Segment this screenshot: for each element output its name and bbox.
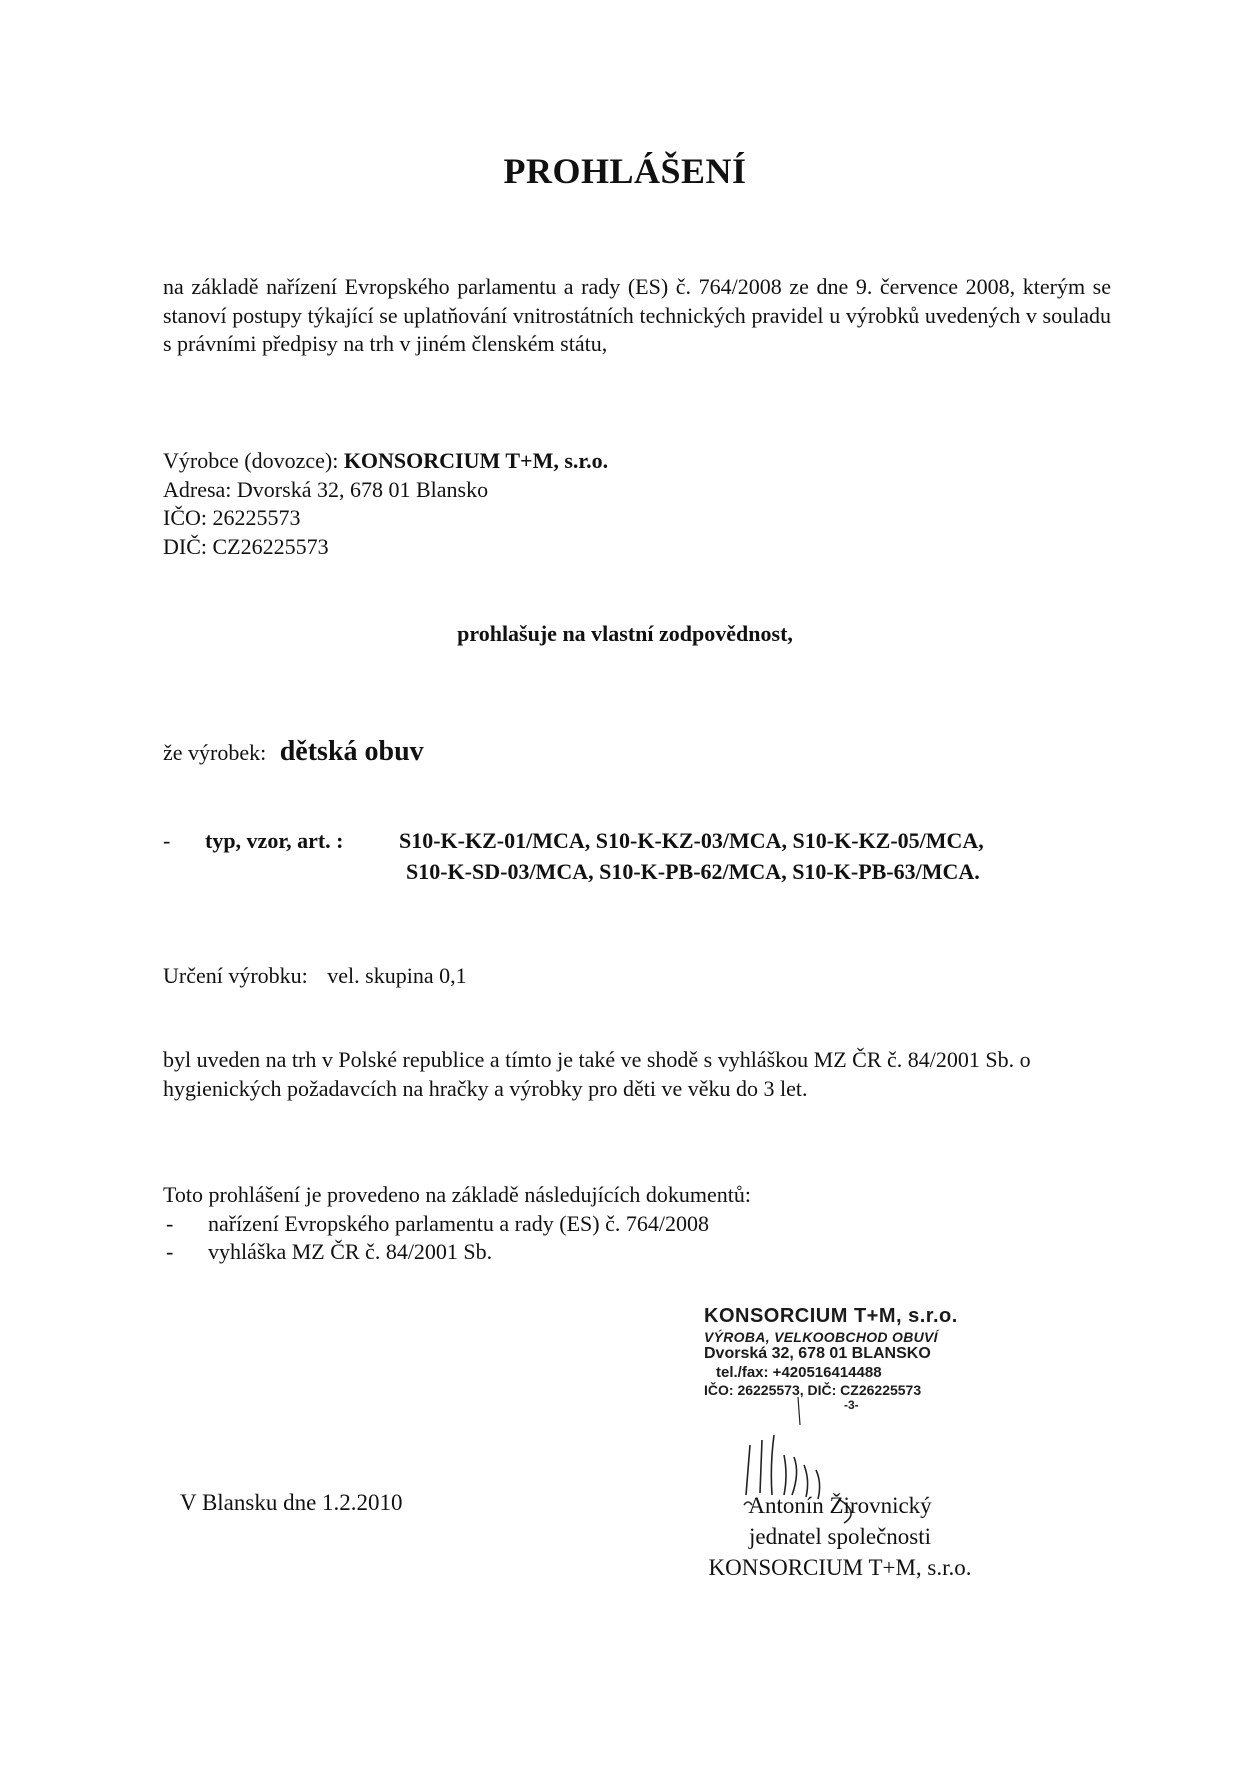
product-label: že výrobek: bbox=[163, 740, 267, 765]
signatory-name: Antonín Žirovnický bbox=[748, 1493, 932, 1518]
manufacturer-address: Adresa: Dvorská 32, 678 01 Blansko bbox=[163, 476, 489, 502]
market-text: byl uveden na trh v Polské republice a tímto je také ve shodě s vyhláškou MZ ČR č. 84/2001 Sb. o hygienických požadavcích na hračky a výrobky pro děti ve věku do 3 let. bbox=[163, 1047, 1031, 1101]
list-item-text: nařízení Evropského parlamentu a rady (ES) č. 764/2008 bbox=[208, 1210, 709, 1236]
types-dash: - bbox=[163, 828, 171, 853]
manufacturer-label: Výrobce (dovozce): bbox=[163, 448, 339, 473]
list-item bbox=[163, 1210, 751, 1239]
stamp-company: KONSORCIUM T+M, s.r.o. bbox=[704, 1305, 958, 1327]
list-marker: - bbox=[166, 1239, 174, 1265]
product-usage-row bbox=[163, 962, 467, 991]
declaration-statement: prohlašuje na vlastní zodpovědnost, bbox=[457, 621, 793, 646]
document-title: PROHLÁŠENÍ bbox=[503, 151, 747, 191]
types-label: typ, vzor, art. : bbox=[205, 828, 344, 853]
signatory-role: jednatel společnosti bbox=[748, 1524, 932, 1550]
types-line-1: S10-K-KZ-01/MCA, S10-K-KZ-03/MCA, S10-K-KZ-05/MCA, bbox=[399, 828, 984, 853]
types-line-2: S10-K-SD-03/MCA, S10-K-PB-62/MCA, S10-K-PB-63/MCA. bbox=[406, 859, 980, 884]
documents-intro: Toto prohlášení je provedeno na základě následujících dokumentů: bbox=[163, 1182, 751, 1207]
usage-value: vel. skupina 0,1 bbox=[327, 963, 467, 988]
stamp-number: -3- bbox=[844, 1398, 859, 1413]
documents-block bbox=[163, 1181, 751, 1267]
product-row bbox=[163, 734, 424, 770]
list-item bbox=[163, 1238, 751, 1267]
list-marker: - bbox=[166, 1210, 174, 1236]
market-paragraph bbox=[163, 1046, 1098, 1103]
product-name: dětská obuv bbox=[279, 736, 424, 767]
manufacturer-ico: IČO: 26225573 bbox=[163, 505, 301, 531]
stamp-phone: tel./fax: +420516414488 bbox=[716, 1363, 882, 1381]
stamp-activity: VÝROBA, VELKOOBCHOD OBUVÍ bbox=[704, 1328, 938, 1345]
signatory-company: KONSORCIUM T+M, s.r.o. bbox=[708, 1555, 972, 1581]
list-item-text: vyhláška MZ ČR č. 84/2001 Sb. bbox=[208, 1239, 493, 1265]
manufacturer-block bbox=[163, 447, 608, 561]
manufacturer-dic: DIČ: CZ26225573 bbox=[163, 533, 329, 559]
manufacturer-name: KONSORCIUM T+M, s.r.o. bbox=[343, 448, 609, 473]
usage-label: Určení výrobku: bbox=[163, 963, 308, 988]
intro-paragraph: na základě nařízení Evropského parlamentu a rady (ES) č. 764/2008 ze dne 9. července 2008, kterým se stanoví postupy týkající se uplatňování vnitrostátních technických pravidel u výrobků uvedených v souladu s právními předpisy na trh v jiném členském státu, bbox=[163, 274, 1111, 357]
stamp-ids: IČO: 26225573, DIČ: CZ26225573 bbox=[704, 1381, 922, 1398]
manufacturer-row bbox=[163, 447, 608, 476]
signatory-block bbox=[690, 1490, 990, 1583]
place-and-date: V Blansku dne 1.2.2010 bbox=[180, 1490, 403, 1515]
stamp-address: Dvorská 32, 678 01 BLANSKO bbox=[704, 1345, 931, 1363]
